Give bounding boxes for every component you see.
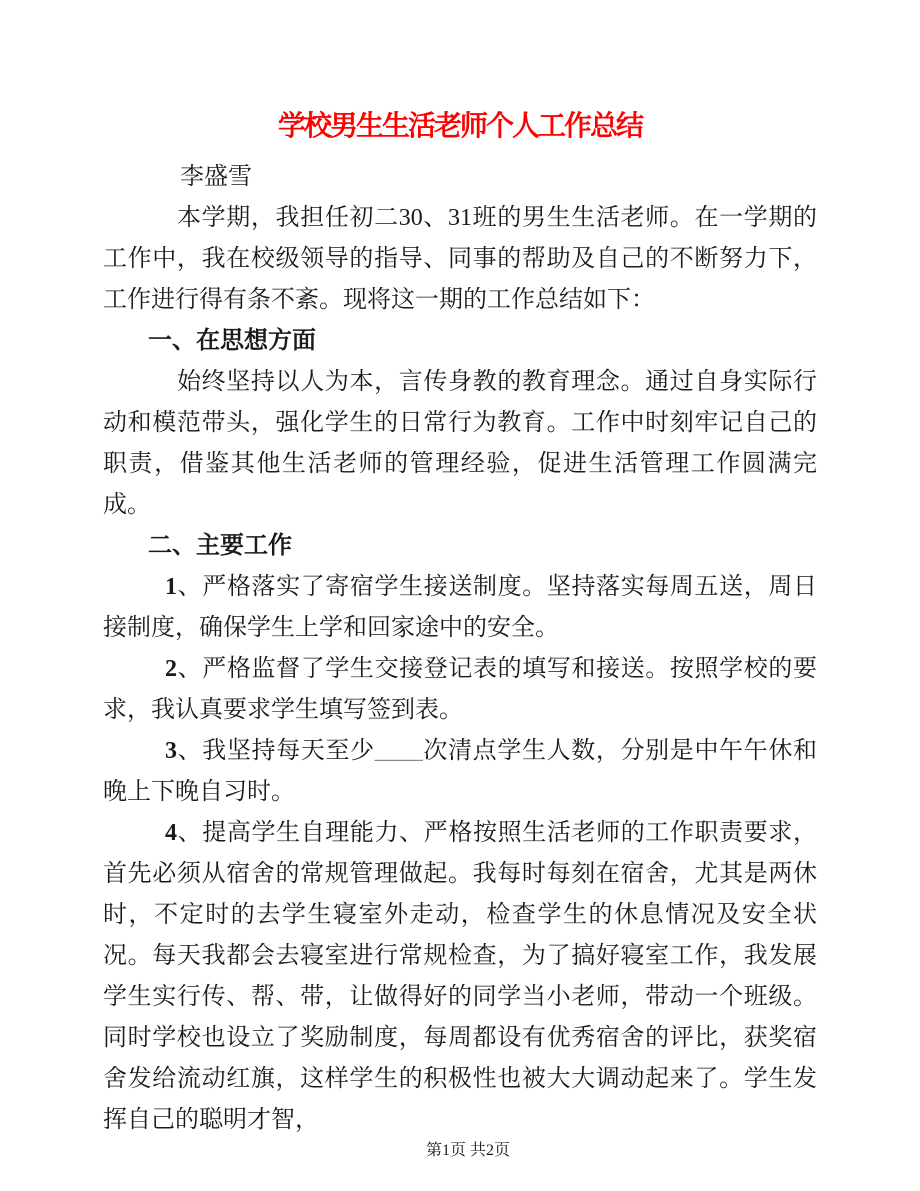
work-item-3-number: 3	[165, 738, 177, 764]
fill-in-blank: ____	[374, 738, 423, 764]
work-item-3-text-before-blank: 、我坚持每天至少	[177, 738, 375, 764]
author-name: 李盛雪	[180, 164, 252, 190]
work-item-1-text: 、严格落实了寄宿学生接送制度。坚持落实每周五送，周日接制度，确保学生上学和回家途中的安全。	[103, 574, 817, 641]
work-item-3-text-after-blank: 次清点学生人数，分别是中午午休和晚上下晚自习时。	[103, 738, 818, 805]
work-item-3	[103, 731, 817, 813]
work-item-4-text: 、提高学生自理能力、严格按照生活老师的工作职责要求，首先必须从宿舍的常规管理做起。我每时每刻在宿舍，尤其是两休时，不定时的去学生寝室外走动，检查学生的休息情况及安全状况。每天我都会去寝室进行常规检查，为了搞好寝室工作，我发展学生实行传、帮、带，让做得好的同学当小老师，带动一个班级。同时学校也设立了奖励制度，每周都设有优秀宿舍的评比，获奖宿舍发给流动红旗，这样学生的积极性也被大大调动起来了。学生发挥自己的聪明才智，	[103, 820, 817, 1133]
document-title: 学校男生生活老师个人工作总结	[277, 111, 642, 142]
work-item-4-number: 4	[165, 820, 177, 846]
page-number-label: 第1页 共2页	[425, 1142, 510, 1159]
page-footer	[0, 1118, 920, 1184]
section-heading-main-work: 二、主要工作	[148, 533, 292, 559]
work-item-2-text: 、严格监督了学生交接登记表的填写和接送。按照学校的要求，我认真要求学生填写签到表。	[103, 656, 817, 723]
thoughts-paragraph: 始终坚持以人为本，言传身教的教育理念。通过自身实际行动和模范带头，强化学生的日常行为教育。工作中时刻牢记自己的职责，借鉴其他生活老师的管理经验，促进生活管理工作圆满完成。	[103, 369, 817, 518]
section-heading-thoughts: 一、在思想方面	[148, 328, 316, 354]
intro-paragraph: 本学期，我担任初二30、31班的男生生活老师。在一学期的工作中，我在校级领导的指导、同事的帮助及自己的不断努力下，工作进行得有条不紊。现将这一期的工作总结如下：	[103, 205, 817, 313]
work-item-2	[103, 649, 817, 731]
work-item-1-number: 1	[165, 574, 177, 600]
work-item-1	[103, 567, 817, 649]
work-item-2-number: 2	[165, 656, 177, 682]
work-item-4	[103, 813, 817, 1141]
